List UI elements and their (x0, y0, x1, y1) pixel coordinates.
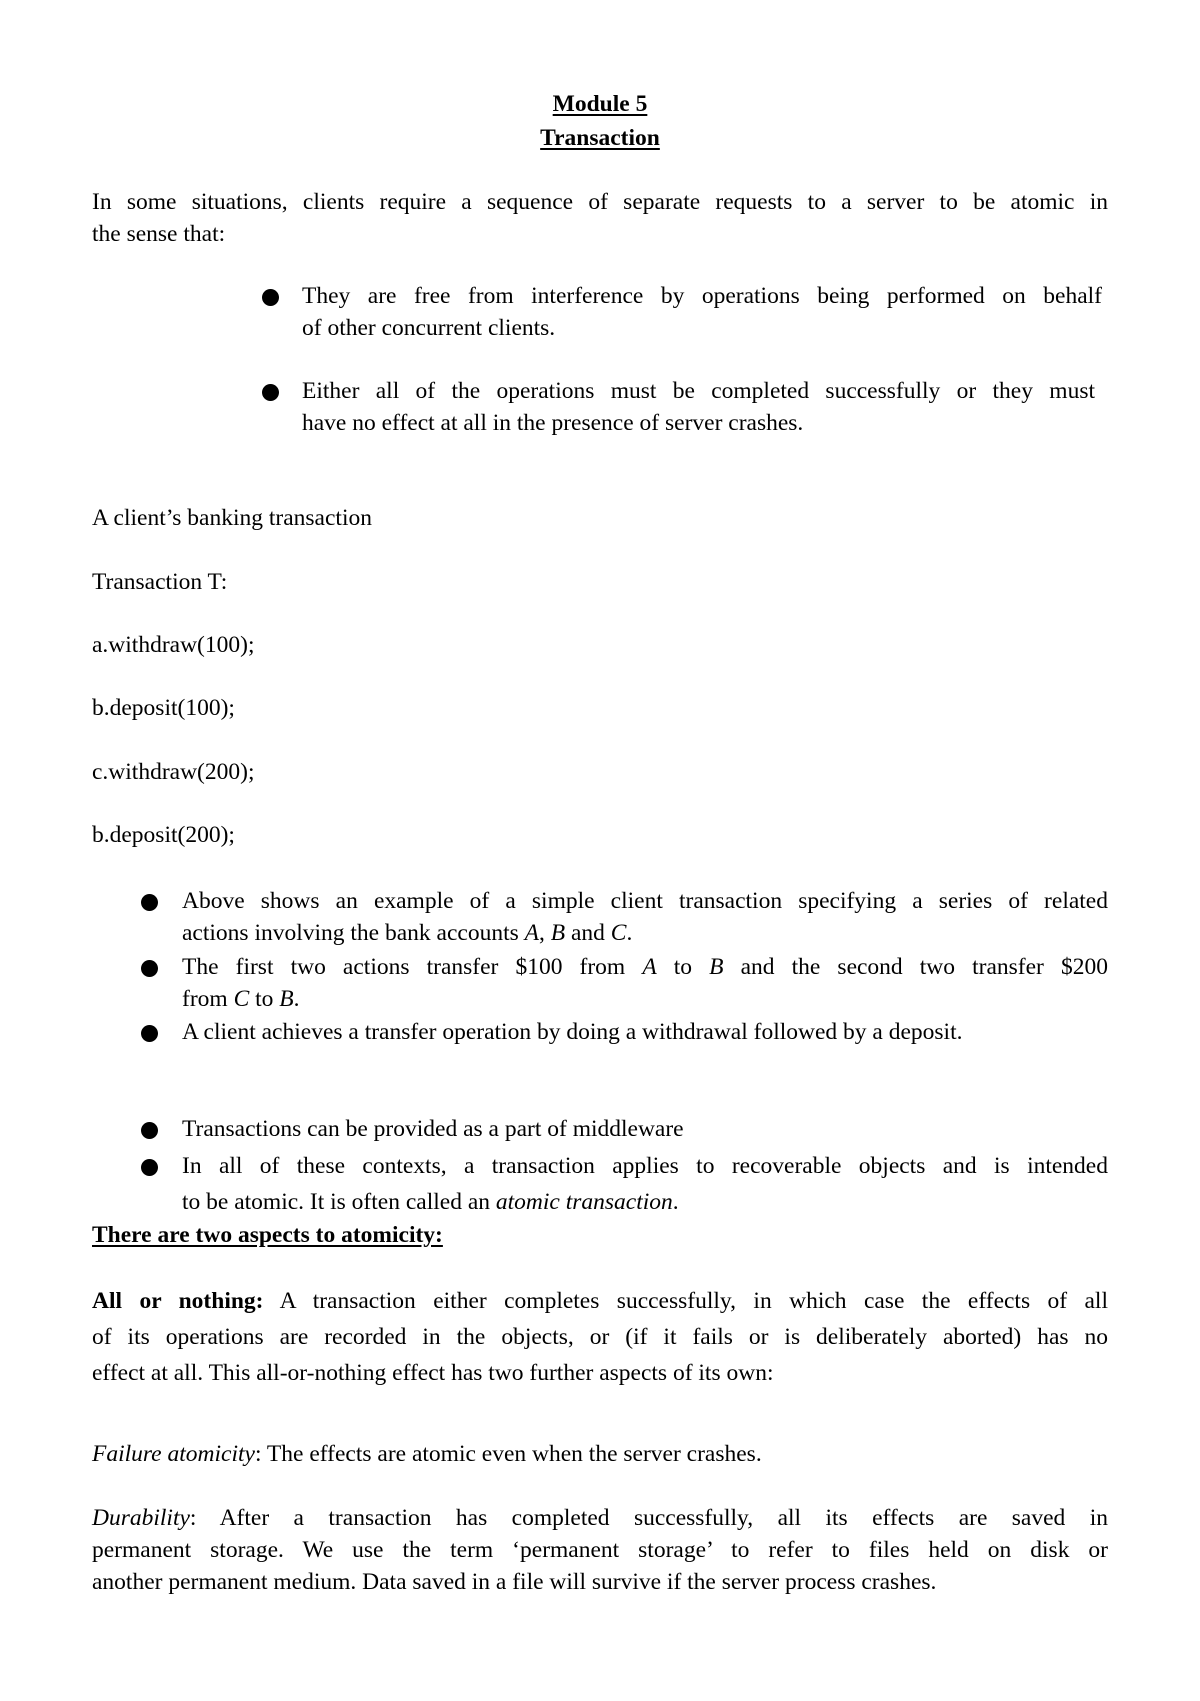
topic-title: Transaction (540, 125, 660, 151)
bullet-icon (141, 1122, 158, 1139)
condition-2-line-1: Either all of the operations must be completed successfully or they must (302, 378, 1095, 404)
explanation-2-line-1: The first two actions transfer $100 from A to B and the second two transfer $200 (182, 954, 1108, 980)
intro-line-1: In some situations, clients require a sequence of separate requests to a server to be atomic in (92, 189, 1108, 215)
intro-line-2: the sense that: (92, 221, 226, 247)
transaction-name: Transaction T: (92, 569, 228, 595)
middleware-2-line-2: to be atomic. It is often called an atomic transaction. (182, 1189, 679, 1215)
module-title: Module 5 (552, 91, 648, 117)
bullet-icon (262, 384, 279, 401)
bullet-icon (141, 894, 158, 911)
durability-line-1: Durability: After a transaction has completed successfully, all its effects are saved in (92, 1505, 1108, 1531)
all-or-nothing-line-2: of its operations are recorded in the objects, or (if it fails or is deliberately aborted) has no (92, 1324, 1108, 1350)
bullet-icon (141, 1159, 158, 1176)
durability-line-2: permanent storage. We use the term ‘permanent storage’ to refer to files held on disk or (92, 1537, 1108, 1563)
condition-2-line-2: have no effect at all in the presence of server crashes. (302, 410, 804, 436)
all-or-nothing-line-1: All or nothing: A transaction either completes successfully, in which case the effects of all (92, 1288, 1108, 1314)
failure-atomicity: Failure atomicity: The effects are atomic even when the server crashes. (92, 1441, 762, 1467)
bullet-icon (141, 1025, 158, 1042)
all-or-nothing-line-3: effect at all. This all-or-nothing effect has two further aspects of its own: (92, 1360, 774, 1386)
example-caption: A client’s banking transaction (92, 505, 372, 531)
explanation-1-line-2: actions involving the bank accounts A, B and C. (182, 920, 633, 946)
transaction-step: b.deposit(100); (92, 695, 235, 721)
transaction-step: b.deposit(200); (92, 822, 235, 848)
explanation-2-line-2: from C to B. (182, 986, 300, 1012)
middleware-2-line-1: In all of these contexts, a transaction applies to recoverable objects and is intended (182, 1153, 1108, 1179)
bullet-icon (262, 289, 279, 306)
explanation-1-line-1: Above shows an example of a simple client transaction specifying a series of related (182, 888, 1108, 914)
condition-1-line-2: of other concurrent clients. (302, 315, 556, 341)
atomicity-heading: There are two aspects to atomicity: (92, 1222, 443, 1248)
condition-1-line-1: They are free from interference by operations being performed on behalf (302, 283, 1102, 309)
middleware-1: Transactions can be provided as a part of middleware (182, 1116, 684, 1142)
durability-line-3: another permanent medium. Data saved in a file will survive if the server process crashes. (92, 1569, 937, 1595)
transaction-step: c.withdraw(200); (92, 759, 255, 785)
bullet-icon (141, 960, 158, 977)
transaction-step: a.withdraw(100); (92, 632, 255, 658)
explanation-3: A client achieves a transfer operation by doing a withdrawal followed by a deposit. (182, 1019, 963, 1045)
